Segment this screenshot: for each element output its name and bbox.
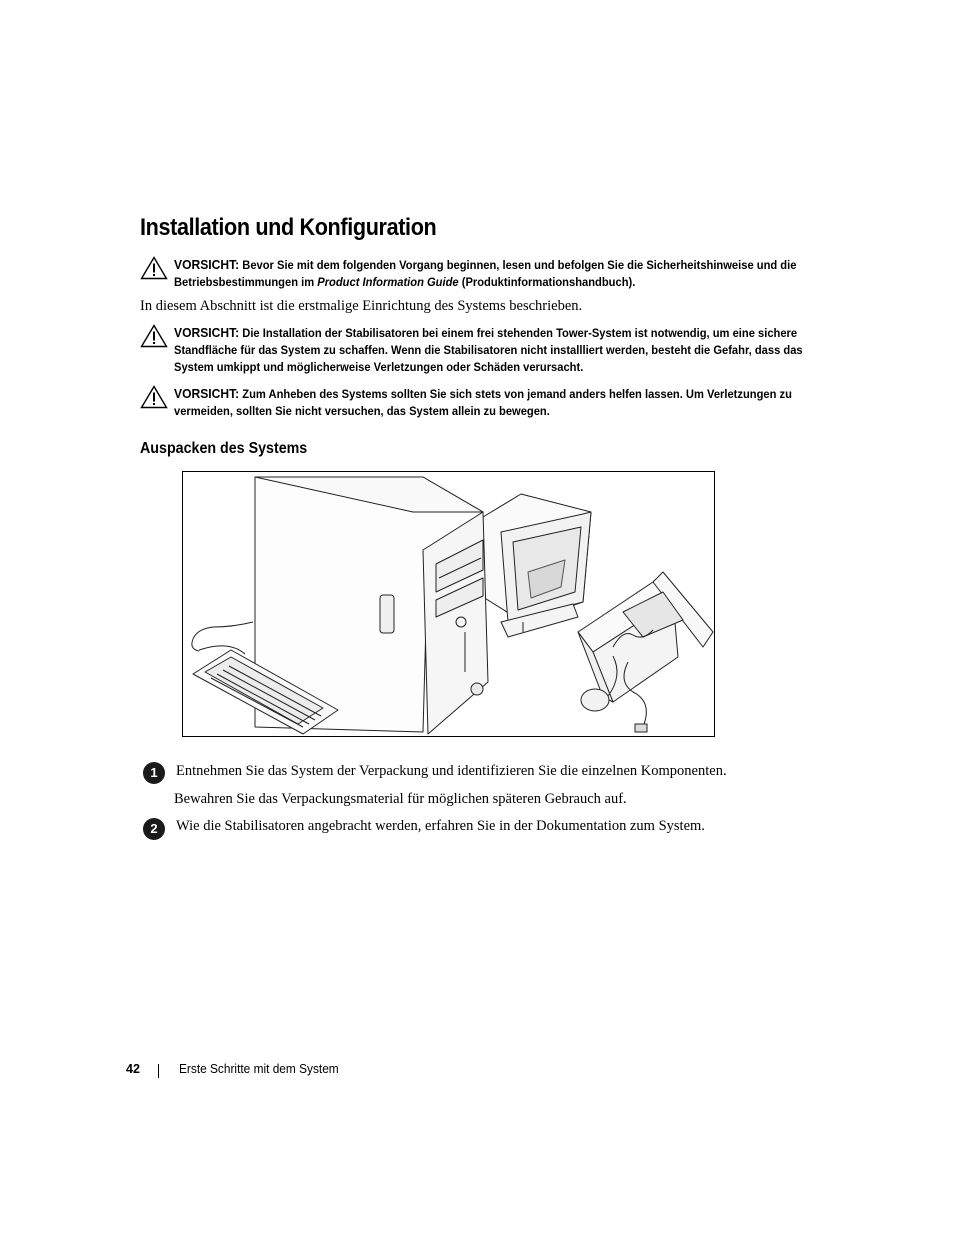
intro-paragraph: In diesem Abschnitt ist die erstmalige Einrichtung des Systems beschrieben. xyxy=(140,298,583,314)
caution-text: Bevor Sie mit dem folgenden Vorgang beginnen, lesen und befolgen Sie die Sicherheitshinweise und die Betriebsbestimmungen im xyxy=(174,258,797,289)
caution-notice-1 xyxy=(140,256,830,291)
warning-triangle-icon xyxy=(140,385,168,409)
section-heading: Auspacken des Systems xyxy=(140,440,308,457)
caution-notice-2 xyxy=(140,324,830,376)
step-1-text: Entnehmen Sie das System der Verpackung und identifizieren Sie die einzelnen Komponenten. xyxy=(176,763,727,779)
step-number-2: 2 xyxy=(143,818,165,840)
step-2-text: Wie die Stabilisatoren angebracht werden, erfahren Sie in der Dokumentation zum System. xyxy=(176,818,705,834)
step-number-1: 1 xyxy=(143,762,165,784)
accessories-box-icon xyxy=(578,572,713,702)
page-title: Installation und Konfiguration xyxy=(140,214,437,241)
caution-text: Zum Anheben des Systems sollten Sie sich stets von jemand anders helfen lassen. Um Verletzungen zu vermeiden, sollten Sie nicht versuchen, das System allein zu bewegen. xyxy=(174,387,792,418)
monitor-icon xyxy=(483,494,591,637)
page-number: 42 xyxy=(126,1062,140,1076)
caution-label: VORSICHT: xyxy=(174,325,240,340)
caution-text-end: (Produktinformationshandbuch). xyxy=(461,275,636,289)
warning-triangle-icon xyxy=(140,324,168,348)
caution-notice-3 xyxy=(140,385,830,420)
unpacking-illustration xyxy=(182,471,715,737)
chapter-title: Erste Schritte mit dem System xyxy=(179,1062,339,1076)
warning-triangle-icon xyxy=(140,256,168,280)
system-components-drawing xyxy=(183,472,715,737)
step-1-subtext: Bewahren Sie das Verpackungsmaterial für möglichen späteren Gebrauch auf. xyxy=(174,791,627,807)
footer-divider xyxy=(158,1064,159,1078)
caution-text: Die Installation der Stabilisatoren bei einem frei stehenden Tower-System ist notwendig, um eine sichere Standfläche für das System zu schaffen. Wenn die Stabilisatoren nicht installliert werden, besteht die Gefahr, dass das System umkippt und möglicherweise Verletzungen oder Schäden verursacht. xyxy=(174,326,803,374)
caution-label: VORSICHT: xyxy=(174,386,240,401)
page-footer xyxy=(126,1062,339,1076)
caution-label: VORSICHT: xyxy=(174,257,240,272)
guide-title: Product Information Guide xyxy=(317,275,459,289)
